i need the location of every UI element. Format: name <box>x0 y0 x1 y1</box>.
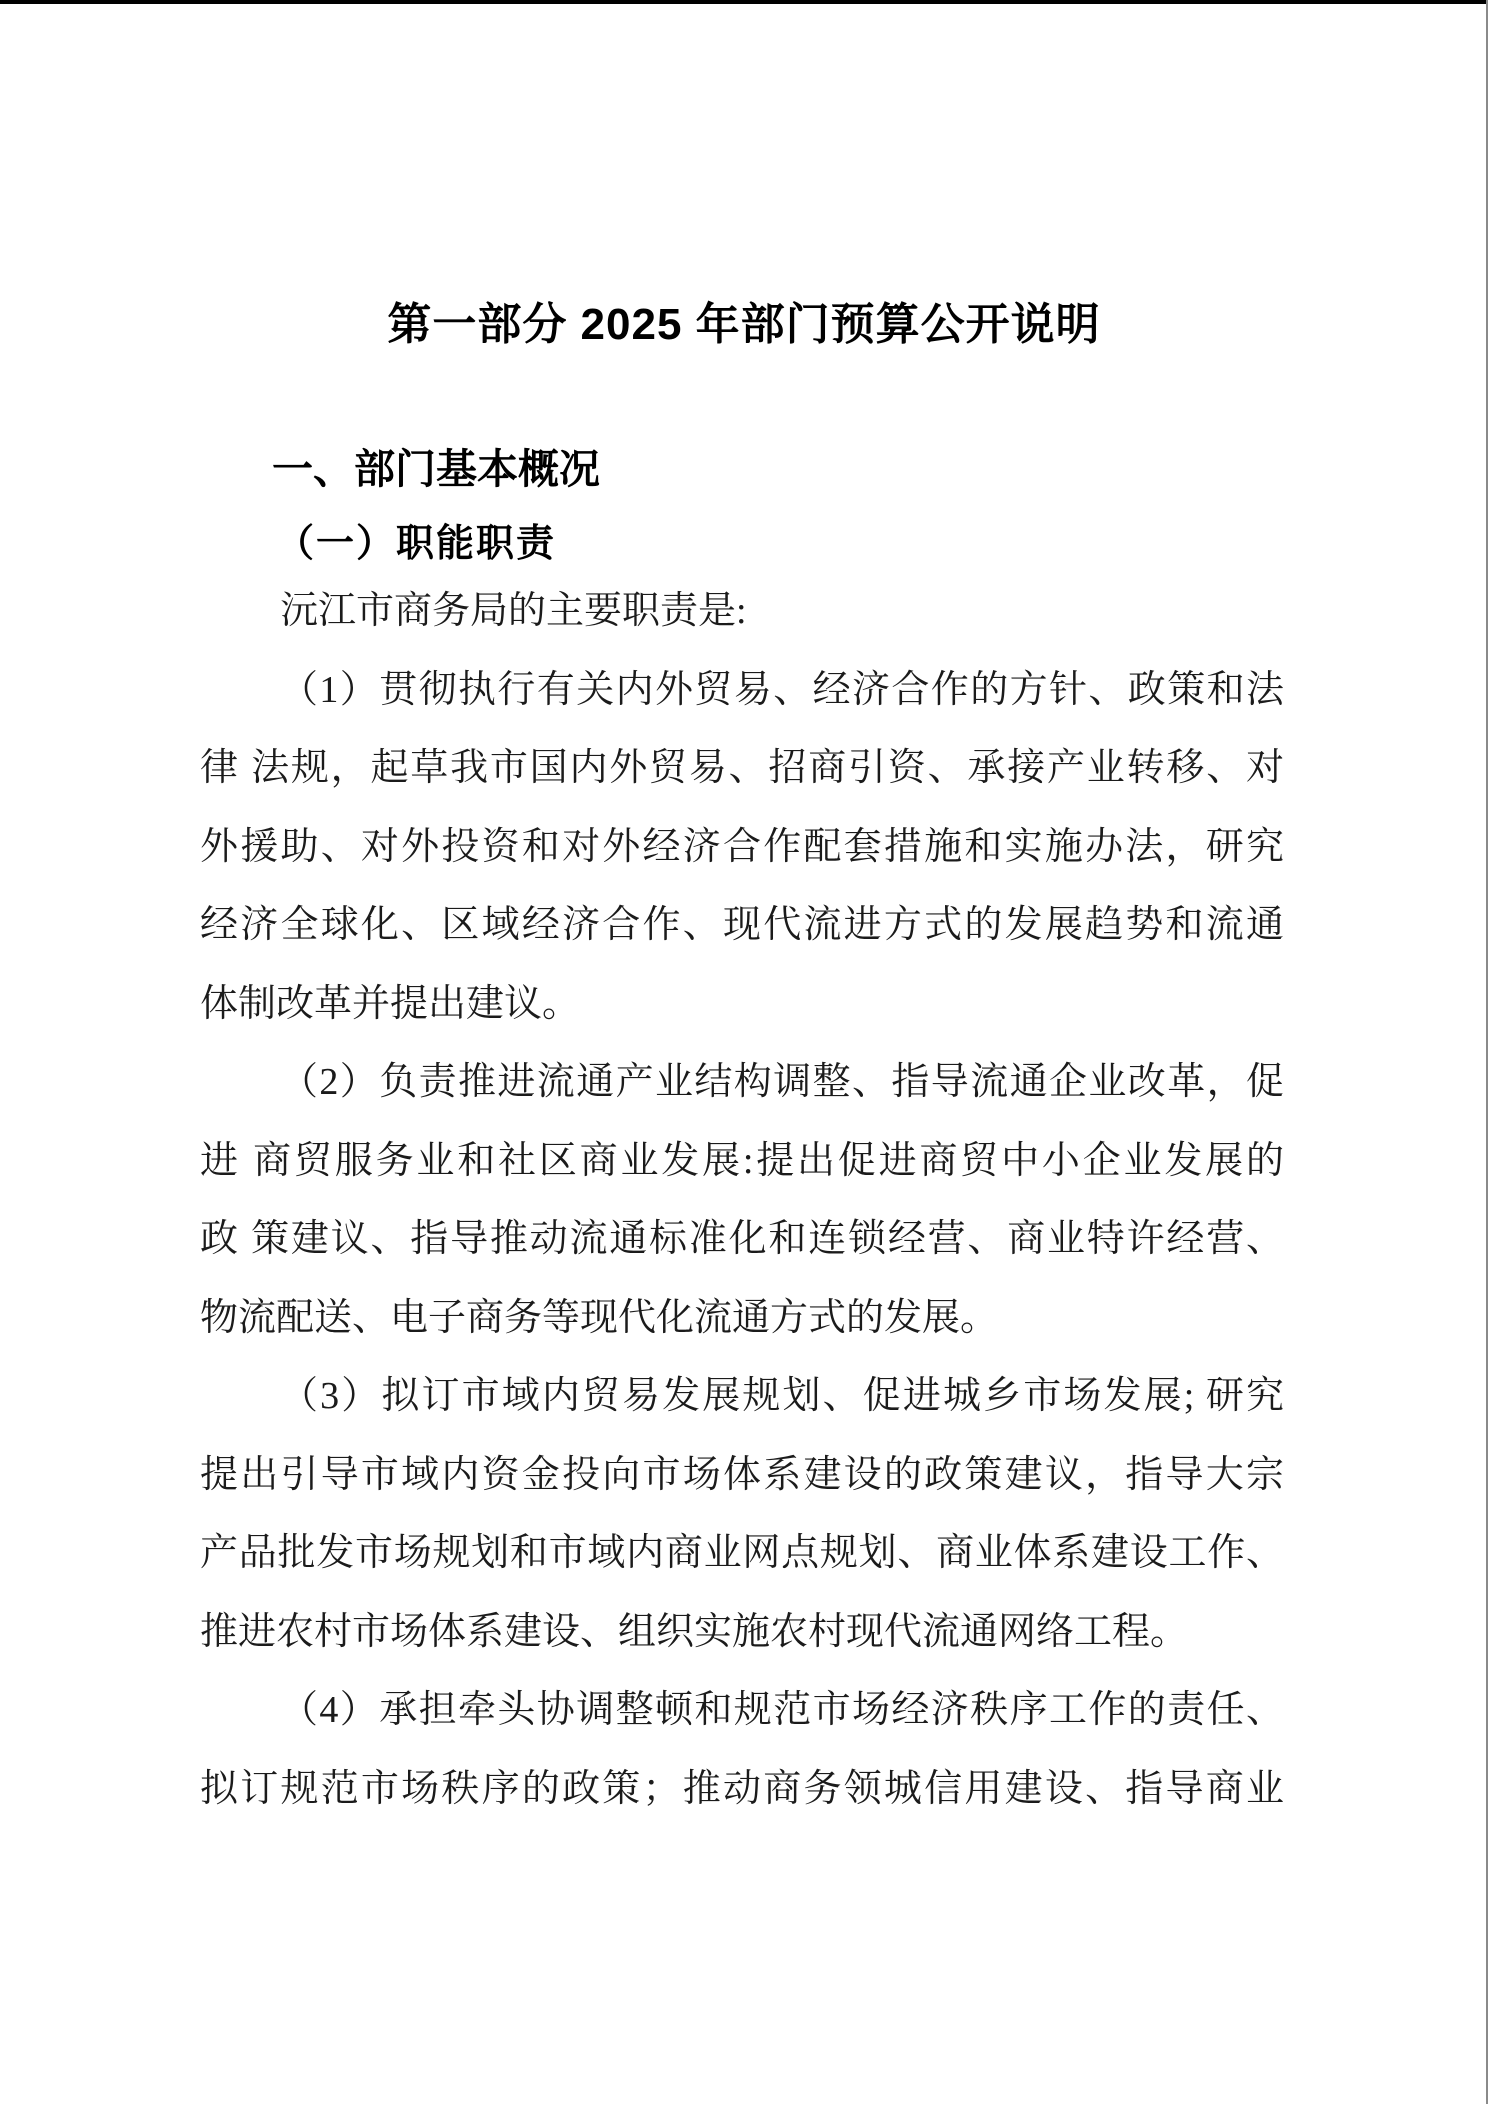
body-line: 律 法规，起草我市国内外贸易、招商引资、承接产业转移、对 <box>200 747 1284 789</box>
body-line: 产品批发市场规划和市域内商业网点规划、商业体系建设工作、 <box>200 1532 1284 1574</box>
subsection-heading: （一）职能职责 <box>276 523 557 565</box>
body-text <box>200 572 1284 1828</box>
body-line: （1）贯彻执行有关内外贸易、经济合作的方针、政策和法 <box>280 668 1284 711</box>
body-line: （4）承担牵头协调整顿和规范市场经济秩序工作的责任、 <box>280 1689 1284 1731</box>
top-edge-bar <box>0 0 1488 4</box>
body-line: 沅江市商务局的主要职责是: <box>280 590 747 632</box>
body-line: 进 商贸服务业和社区商业发展:提出促进商贸中小企业发展的 <box>200 1139 1284 1182</box>
body-line: 经济全球化、区域经济合作、现代流进方式的发展趋势和流通 <box>200 904 1284 946</box>
body-line: 拟订规范市场秩序的政策；推动商务领城信用建设、指导商业 <box>200 1767 1284 1810</box>
body-line: 外援助、对外投资和对外经济合作配套措施和实施办法，研究 <box>200 825 1284 868</box>
body-line: 推进农村市场体系建设、组织实施农村现代流通网络工程。 <box>200 1610 1189 1653</box>
body-line: 体制改革并提出建议。 <box>200 982 581 1025</box>
body-line: （3）拟订市域内贸易发展规划、促进城乡市场发展; 研究 <box>280 1375 1284 1417</box>
section-heading: 一、部门基本概况 <box>272 446 600 492</box>
body-line: 物流配送、电子商务等现代化流通方式的发展。 <box>200 1296 999 1339</box>
body-line: 政 策建议、指导推动流通标准化和连锁经营、商业特许经营、 <box>200 1218 1284 1260</box>
body-line: （2）负责推进流通产业结构调整、指导流通企业改革，促 <box>280 1061 1284 1103</box>
document-title: 第一部分 2025 年部门预算公开说明 <box>387 300 1101 349</box>
body-line: 提出引导市域内资金投向市场体系建设的政策建议，指导大宗 <box>200 1453 1284 1496</box>
